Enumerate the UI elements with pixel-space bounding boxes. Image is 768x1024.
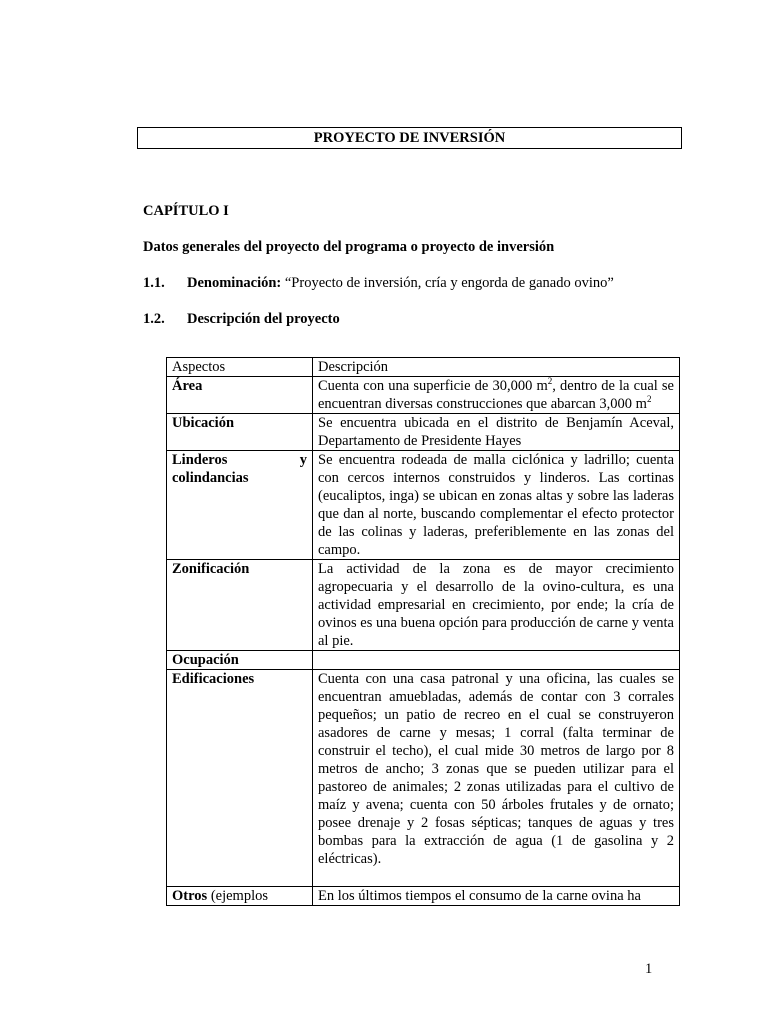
table-row — [167, 887, 680, 906]
chapter-heading: CAPÍTULO I — [143, 203, 229, 219]
otros-label-rest: (ejemplos — [207, 888, 268, 904]
otros-label-cell — [167, 887, 313, 906]
header-aspect-cell: Aspectos — [167, 358, 313, 377]
table-row — [167, 560, 680, 651]
area-sup-a: 2 — [547, 376, 553, 387]
section-label: Denominación: — [187, 275, 282, 291]
table-row — [167, 451, 680, 560]
linderos-text-cell: Se encuentra rodeada de malla ciclónica y ladrillo; cuenta con cercos internos construidos y linderos. Las cortinas (eucaliptos, inga) se ubican en zonas altas y sobre las laderas que dan al norte, buscando complementar el efecto protector de las colinas y laderas, preferiblemente en las zonas del campo. — [313, 451, 680, 560]
table-row — [167, 670, 680, 887]
section-1-2 — [143, 311, 340, 328]
area-text-a: Cuenta con una superficie de 30,000 m — [318, 378, 548, 394]
table-row — [167, 377, 680, 414]
ubicacion-text-cell: Se encuentra ubicada en el distrito de Benjamín Aceval, Departamento de Presidente Hayes — [313, 414, 680, 451]
zonificacion-text-cell: La actividad de la zona es de mayor crecimiento agropecuaria y el desarrollo de la ovino-cultura, es una actividad empresarial en crecimiento, por ende; la cría de ovinos es una buena opción para producción de carne y venta al pie. — [313, 560, 680, 651]
header-description-cell: Descripción — [313, 358, 680, 377]
linderos-label-a: Linderos — [172, 452, 228, 468]
section-label: Descripción del proyecto — [187, 311, 340, 327]
page-number: 1 — [645, 961, 653, 977]
project-description-table — [166, 357, 680, 906]
area-text-b: , dentro de la cual se encuentran diversas construcciones que abarcan 3,000 m — [318, 378, 674, 412]
section-1-1 — [143, 275, 614, 292]
linderos-label-c: colindancias — [172, 470, 249, 486]
edificaciones-text-cell: Cuenta con una casa patronal y una oficina, las cuales se encuentran amuebladas, además de contar con 3 corrales pequeños; un patio de recreo en el cual se construyeron asadores de carne y mesas; 1 corral (falta terminar de construir el techo), el cual mide 30 metros de largo por 8 metros de ancho; 3 zonas que se pueden utilizar para el pastoreo de animales; 2 zonas utilizadas para el cultivo de maíz y avena; cuenta con 50 árboles frutales y de ornato; posee drenaje y 2 fosas sépticas; tanques de aguas y tres bombas para la extracción de agua (1 de gasolina y 2 eléctricas). — [313, 670, 680, 887]
otros-label: Otros — [172, 888, 208, 904]
document-title: PROYECTO DE INVERSIÓN — [137, 127, 682, 149]
ocupacion-label-cell: Ocupación — [167, 651, 313, 670]
general-data-heading: Datos generales del proyecto del programa o proyecto de inversión — [143, 239, 555, 255]
ubicacion-label-cell: Ubicación — [167, 414, 313, 451]
area-text-cell — [313, 377, 680, 414]
section-number: 1.1. — [143, 275, 165, 291]
linderos-label-b: y — [299, 452, 307, 468]
table-row — [167, 358, 680, 377]
zonificacion-label-cell: Zonificación — [167, 560, 313, 651]
edificaciones-label-cell: Edificaciones — [167, 670, 313, 887]
section-text: “Proyecto de inversión, cría y engorda de ganado ovino” — [281, 275, 614, 291]
area-sup-b: 2 — [646, 394, 652, 405]
table-row — [167, 651, 680, 670]
section-number: 1.2. — [143, 311, 165, 327]
linderos-label-cell — [167, 451, 313, 560]
otros-text-cell: En los últimos tiempos el consumo de la carne ovina ha — [313, 887, 680, 906]
ocupacion-text-cell — [313, 651, 680, 670]
area-label-cell: Área — [167, 377, 313, 414]
table-row — [167, 414, 680, 451]
